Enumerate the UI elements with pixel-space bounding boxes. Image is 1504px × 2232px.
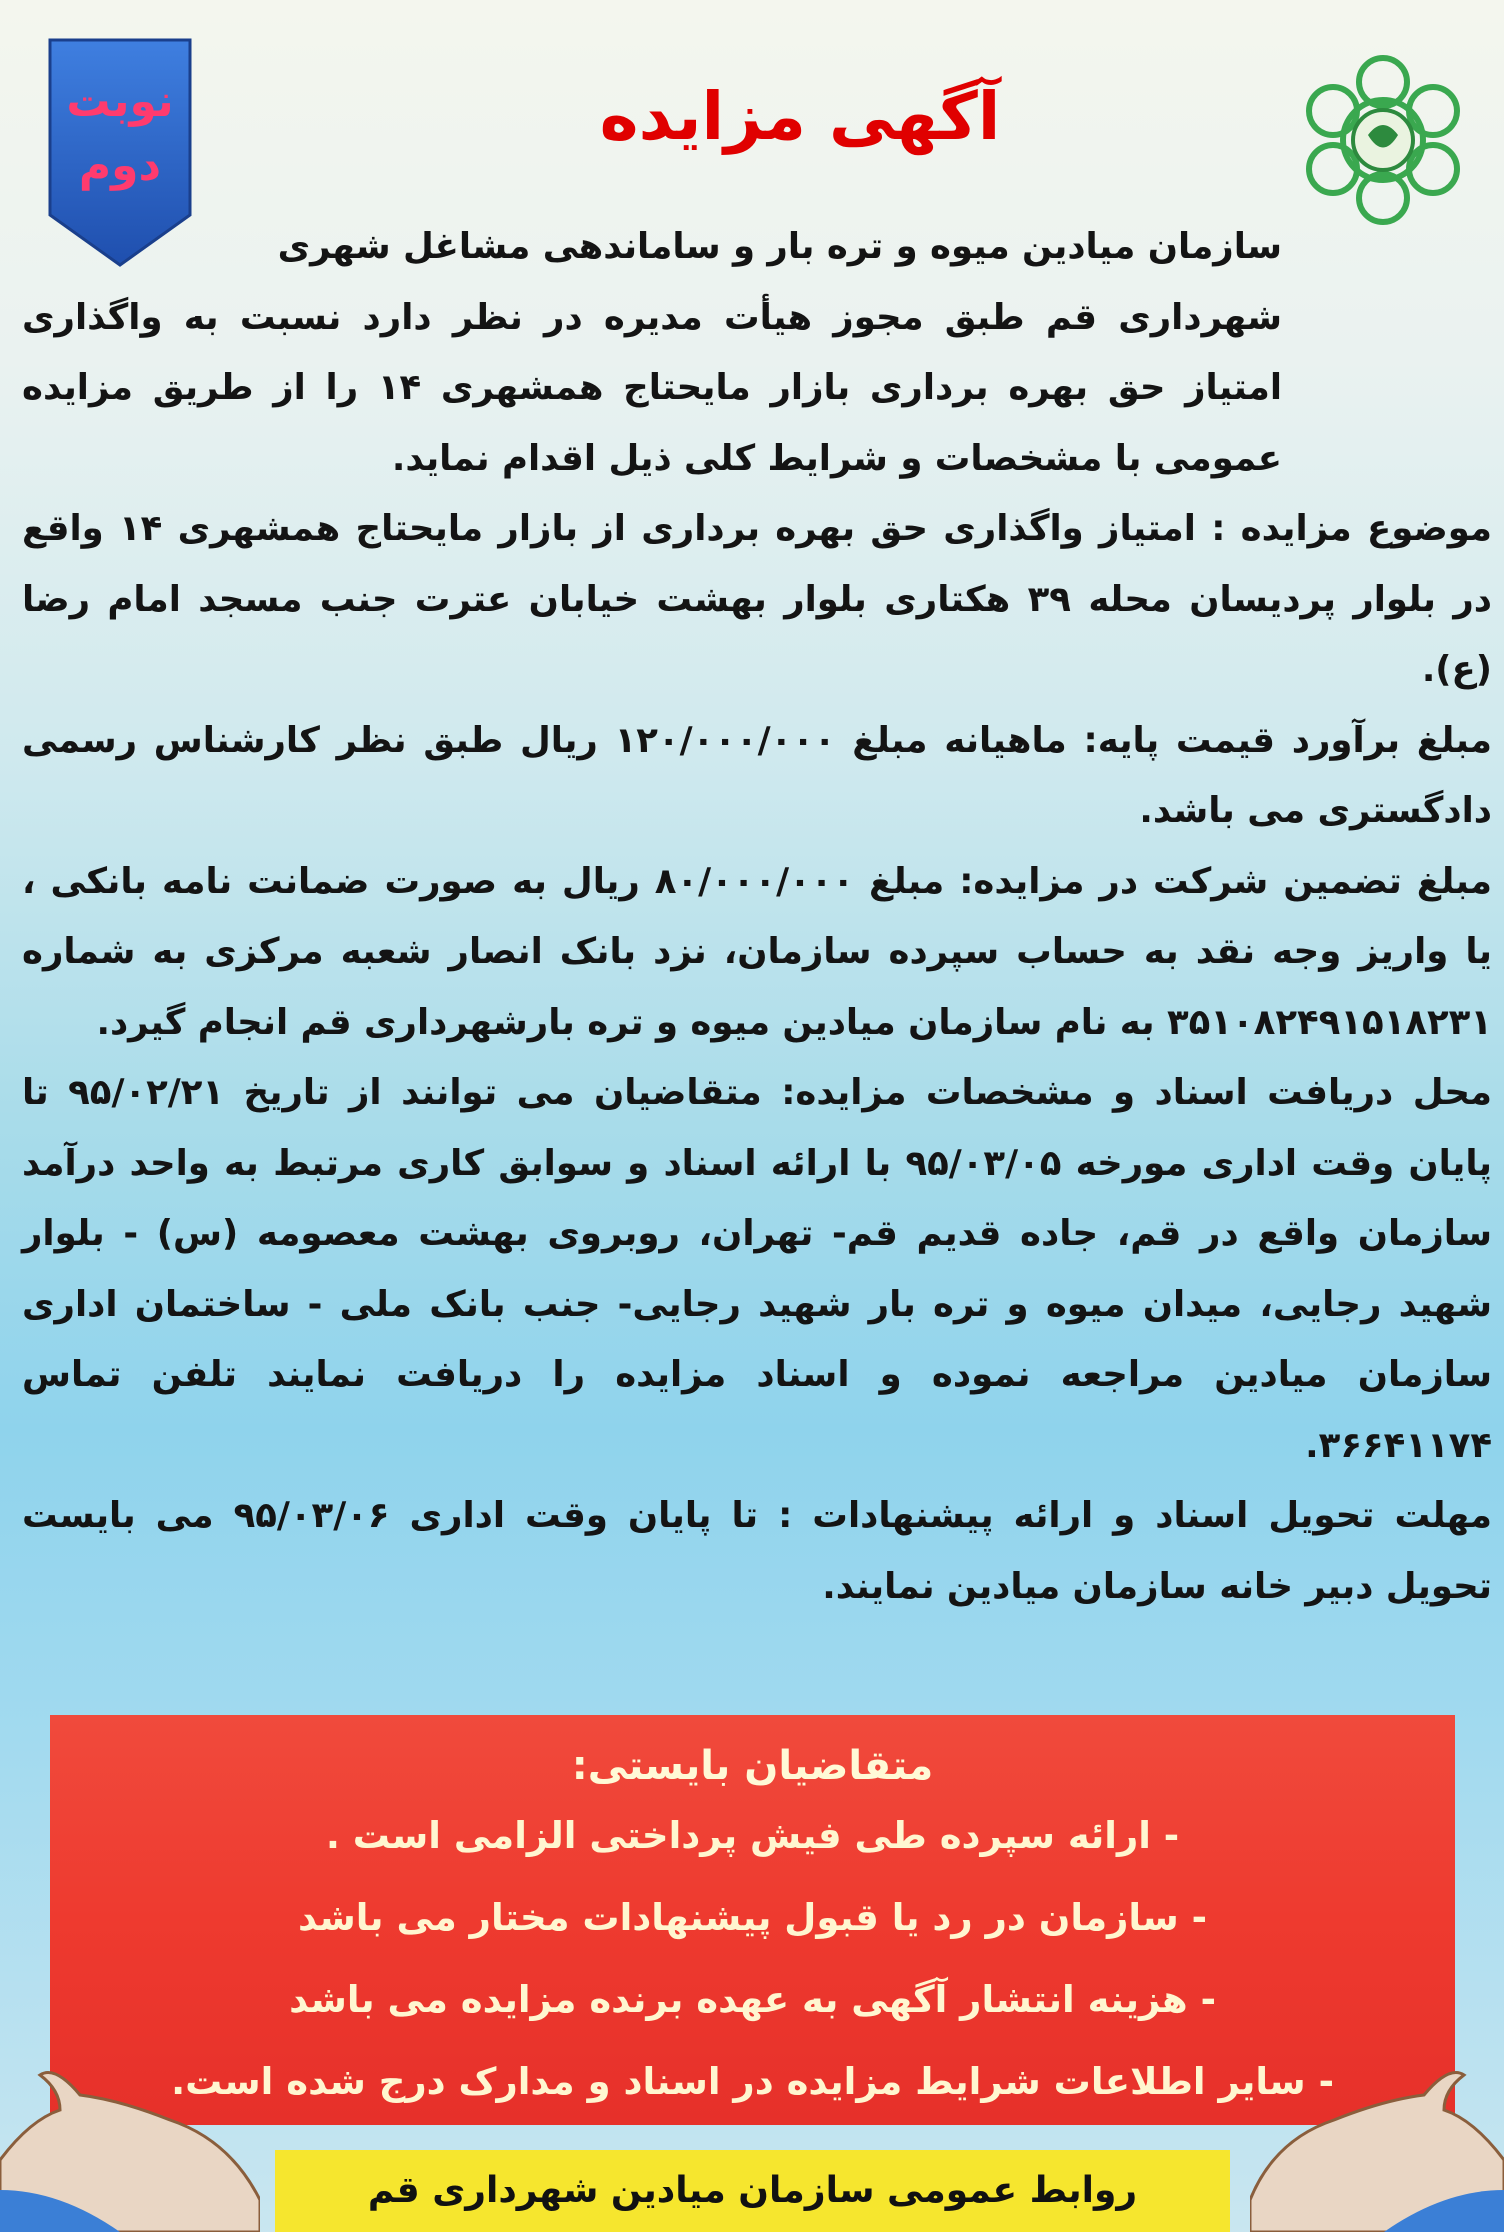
documents-paragraph: محل دریافت اسناد و مشخصات مزایده: متقاضیان می توانند از تاریخ ۹۵/۰۲/۲۱ تا پایان وقت اداری مورخه ۹۵/۰۳/۰۵ با ارائه اسناد و سوابق کاری مرتبط به واحد درآمد سازمان واقع در قم، جاده قدیم قم- تهران، روبروی بهشت معصومه (س) - بلوار شهید رجایی، میدان میوه و تره بار شهید رجایی- جنب بانک ملی - ساختمان اداری سازمان میادین مراجعه نموده و اسناد مزایده را دریافت نمایند تلفن تماس ۳۶۶۴۱۱۷۴. xyxy=(22,1072,1493,1466)
footer-bar: روابط عمومی سازمان میادین شهرداری قم xyxy=(275,2150,1230,2232)
hand-right-icon xyxy=(1250,2040,1504,2232)
hand-left-icon xyxy=(0,2040,260,2232)
deadline-paragraph: مهلت تحویل اسناد و ارائه پیشنهادات : تا پایان وقت اداری ۹۵/۰۳/۰۶ می بایست تحویل دبیر خانه سازمان میادین نمایند. xyxy=(22,1495,1492,1607)
organization-name: سازمان میادین میوه و تره بار و ساماندهی مشاغل شهری xyxy=(277,226,1282,267)
intro-paragraph: شهرداری قم طبق مجوز هیأت مدیره در نظر دارد نسبت به واگذاری امتیاز حق بهره برداری بازار مایحتاج همشهری ۱۴ را از طریق مزایده عمومی با مشخصات و شرایط کلی ذیل اقدام نماید. xyxy=(22,296,1282,479)
requirements-box xyxy=(50,1715,1455,2125)
base-price-paragraph: مبلغ برآورد قیمت پایه: ماهیانه مبلغ ۱۲۰/۰۰۰/۰۰۰ ریال طبق نظر کارشناس رسمی دادگستری می باشد. xyxy=(22,719,1492,831)
badge-line-2: دوم xyxy=(78,140,162,191)
requirement-item: - ارائه سپرده طی فیش پرداختی الزامی است . xyxy=(325,1814,1180,1857)
requirement-item: - سازمان در رد یا قبول پیشنهادات مختار می باشد xyxy=(298,1896,1207,1939)
subject-paragraph: موضوع مزایده : امتیاز واگذاری حق بهره برداری از بازار مایحتاج همشهری ۱۴ واقع در بلوار پردیسان محله ۳۹ هکتاری بلوار بهشت خیابان عترت جنب مسجد امام رضا (ع). xyxy=(22,508,1492,690)
guarantee-paragraph: مبلغ تضمین شرکت در مزایده: مبلغ ۸۰/۰۰۰/۰۰۰ ریال به صورت ضمانت نامه بانکی ، یا واریز وجه نقد به حساب سپرده سازمان، نزد بانک انصار شعبه مرکزی به شماره ۳۵۱۰۸۲۴۹۱۵۱۸۲۳۱ به نام سازمان میادین میوه و تره بارشهرداری قم انجام گیرد. xyxy=(22,860,1492,1043)
badge-line-1: نوبت xyxy=(66,76,174,127)
requirement-item: - سایر اطلاعات شرایط مزایده در اسناد و مدارک درج شده است. xyxy=(171,2060,1334,2103)
requirement-item: - هزینه انتشار آگهی به عهده برنده مزایده می باشد xyxy=(289,1978,1216,2021)
requirements-list xyxy=(50,1795,1455,2123)
announcement-body xyxy=(22,212,1492,1622)
requirements-title: متقاضیان بایستی: xyxy=(571,1743,934,1789)
municipality-logo-icon xyxy=(1288,40,1478,240)
page-title: آگهی مزایده xyxy=(599,78,1001,155)
